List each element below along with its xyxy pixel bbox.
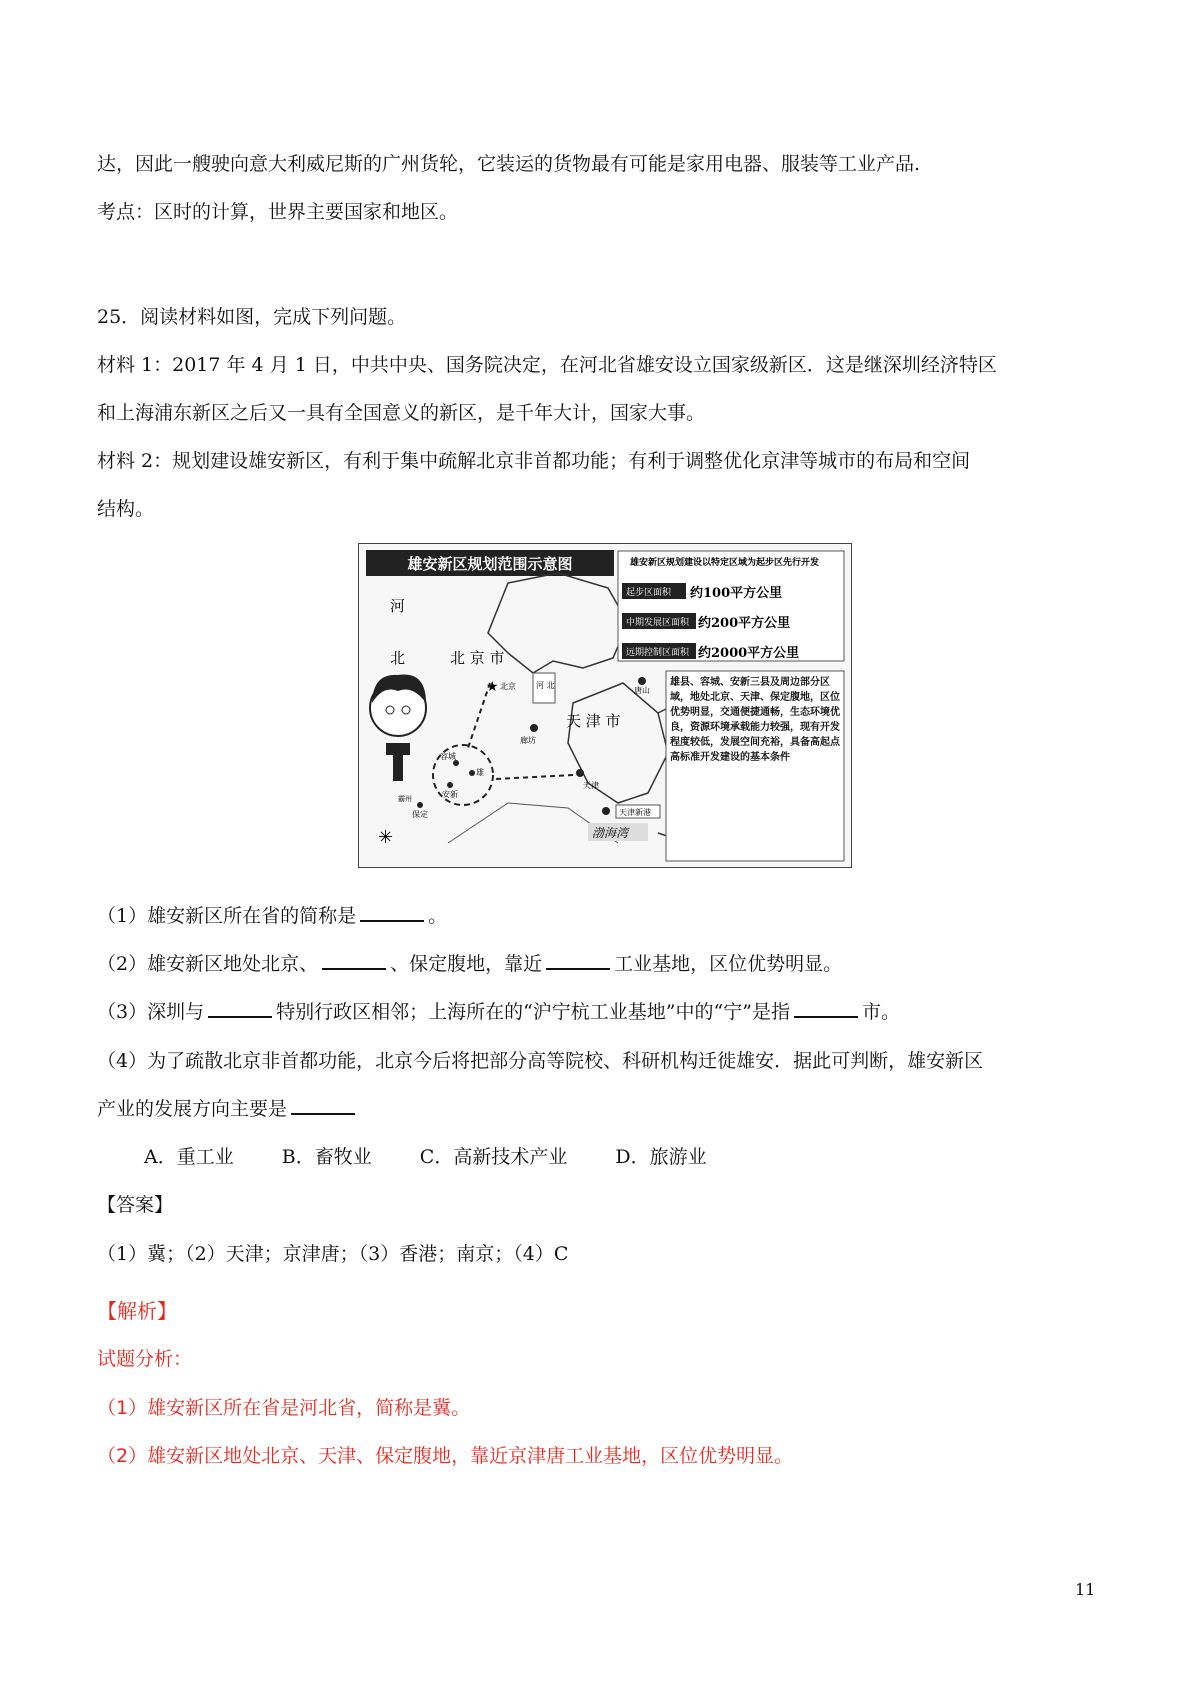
answer-blank-2a[interactable] [322, 950, 386, 970]
step1-value: 约100平方公里 [690, 586, 783, 601]
langfang-dot [530, 724, 538, 732]
options-row [144, 1143, 749, 1171]
label-tianjin-dot: 天津 [583, 781, 599, 790]
label-tianjin-port: 天津新港 [619, 808, 651, 817]
material1-line2: 和上海浦东新区之后又一具有全国意义的新区，是千年大计，国家大事。 [97, 402, 706, 424]
analysis-sub: 试题分析： [97, 1348, 193, 1370]
label-tangshan: 唐山 [634, 686, 650, 695]
label-he: 河 [390, 597, 406, 615]
answer-blank-2b[interactable] [546, 950, 610, 970]
step2-value: 约200平方公里 [698, 616, 791, 631]
tangshan-dot [638, 677, 646, 685]
xiong-dot [469, 770, 475, 776]
question-4-line1: （4）为了疏散北京非首都功能，北京今后将把部分高等院校、科研机构迁徙雄安．据此可判断，雄安新区 [97, 1050, 984, 1072]
label-tianjin: 天 津 市 [566, 712, 621, 730]
label-bazhou: 霸州 [398, 795, 412, 803]
beijing-star-icon: ★ [486, 679, 499, 695]
intro-line: 达，因此一艘驶向意大利威尼斯的广州货轮，它装运的货物最有可能是家用电器、服装等工业产品. [97, 153, 921, 175]
label-bei: 北 [390, 649, 406, 667]
sparkle-icon: ✳ [378, 827, 394, 848]
side-heading: 雄安新区规划建设以特定区域为起步区先行开发 [630, 558, 820, 568]
label-beijing-dot: 北京 [500, 682, 516, 691]
material2-line2: 结构。 [97, 498, 155, 520]
analysis-heading: 【解析】 [97, 1299, 177, 1323]
tianjin-port-dot [602, 807, 610, 815]
answer-text: （1）冀；（2）天津；京津唐；（3）香港；南京；（4）C [97, 1243, 569, 1265]
figure-title: 雄安新区规划范围示意图 [407, 555, 573, 573]
answer-blank-4[interactable] [291, 1095, 355, 1115]
step1-label: 起步区面积 [626, 588, 672, 598]
xiongan-map-figure [358, 543, 852, 868]
question-3: （3）深圳与 特别行政区相邻；上海所在的“沪宁杭工业基地”中的“宁”是指 市。 [97, 998, 900, 1026]
question-2: （2）雄安新区地处北京、 、保定腹地，靠近 工业基地，区位优势明显。 [97, 950, 842, 978]
answer-heading: 【答案】 [97, 1194, 174, 1216]
step3-label: 远期控制区面积 [626, 648, 690, 658]
option-c[interactable]: C．高新技术产业 [419, 1146, 568, 1168]
step3-value: 约2000平方公里 [698, 646, 800, 661]
answer-blank-1[interactable] [360, 902, 424, 922]
label-anxin: 安新 [442, 790, 458, 799]
question-4-line2: 产业的发展方向主要是 [97, 1095, 359, 1123]
label-langfang2: 河 北 [536, 681, 555, 690]
material1-line1: 材料 1：2017 年 4 月 1 日，中共中央、国务院决定，在河北省雄安设立国家级新区．这是继深圳经济特区 [97, 354, 997, 376]
label-beijing: 北 京 市 [450, 649, 505, 667]
question-title: 25．阅读材料如图，完成下列问题。 [97, 306, 407, 328]
label-baoding: 保定 [412, 810, 428, 819]
label-xiong: 雄 [476, 768, 484, 777]
anxin-dot [447, 782, 453, 788]
option-a[interactable]: A．重工业 [144, 1146, 234, 1168]
side-description: 雄县、容城、安新三县及周边部分区域，地处北京、天津、保定腹地，区位优势明显，交通便捷通畅，生态环境优良，资源环境承载能力较强，现有开发程度较低，发展空间充裕，具备高起点高标准开发建设的基本条件 [670, 677, 840, 763]
answer-blank-3b[interactable] [794, 998, 858, 1018]
step2-label: 中期发展区面积 [626, 618, 690, 628]
question-1: （1）雄安新区所在省的简称是 。 [97, 902, 447, 930]
label-rongcheng: 容城 [440, 752, 456, 761]
option-d[interactable]: D．旅游业 [615, 1146, 707, 1168]
answer-blank-3a[interactable] [208, 998, 272, 1018]
kaodian-line: 考点：区时的计算，世界主要国家和地区。 [97, 201, 459, 223]
tianjin-dot [576, 769, 584, 777]
cartoon-podium [386, 743, 410, 755]
page-number: 11 [1075, 1580, 1096, 1599]
material2-line1: 材料 2：规划建设雄安新区，有利于集中疏解北京非首都功能；有利于调整优化京津等城市的布局和空间 [97, 450, 971, 472]
option-b[interactable]: B．畜牧业 [281, 1146, 372, 1168]
analysis-p2: （2）雄安新区地处北京、天津、保定腹地，靠近京津唐工业基地，区位优势明显。 [97, 1445, 794, 1467]
label-langfang: 廊坊 [520, 736, 536, 745]
label-bohai: 渤海湾 [592, 826, 629, 840]
baoding-dot [417, 802, 423, 808]
analysis-p1: （1）雄安新区所在省是河北省，简称是冀。 [97, 1397, 471, 1419]
